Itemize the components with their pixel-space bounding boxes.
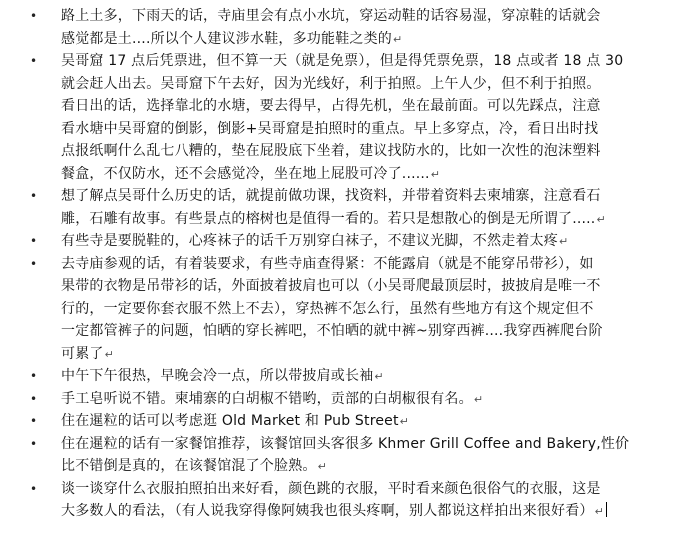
line-text: 手工皂听说不错。柬埔寨的白胡椒不错哟，贡部的白胡椒很有名。 <box>61 390 473 407</box>
paragraph-text[interactable] <box>61 185 671 230</box>
paragraph-mark-icon: ↵ <box>430 167 441 181</box>
line-text: 感觉都是土....所以个人建议涉水鞋，多功能鞋之类的 <box>61 30 392 47</box>
paragraph-text[interactable] <box>61 365 671 388</box>
paragraph-text[interactable] <box>61 410 671 433</box>
line-text: 有些寺是要脱鞋的，心疼袜子的话千万别穿白袜子，不建议光脚，不然走着太疼 <box>61 233 558 249</box>
paragraph-mark-icon: ↵ <box>399 415 410 428</box>
line-text: 路上土多，下雨天的话，寺庙里会有点小水坑，穿运动鞋的话容易湿，穿凉鞋的话就会 <box>61 8 601 24</box>
text-line[interactable] <box>61 455 671 478</box>
paragraph-text[interactable] <box>61 433 671 478</box>
line-text: 吴哥窟 17 点后凭票进，但不算一天（就是免票），但是得凭票免票，18 点或者 18 点 30 <box>61 53 624 69</box>
line-text: 餐盒，不仅防水，还不会感觉冷，坐在地上屁股可冷了...... <box>61 165 430 182</box>
line-text: 中午下午很热，早晚会冷一点，所以带披肩或长袖 <box>61 368 374 384</box>
text-line[interactable] <box>61 478 671 501</box>
paragraph-text[interactable] <box>61 50 671 185</box>
text-line[interactable] <box>61 95 671 118</box>
text-line[interactable] <box>61 253 671 276</box>
paragraph-mark-icon: ↵ <box>559 235 569 248</box>
text-line[interactable] <box>61 140 671 163</box>
text-line[interactable] <box>61 230 671 253</box>
line-text: 一定都管裤子的问题，怕晒的穿长裤吧，不怕晒的就中裤~别穿西裤....我穿西裤爬台阶 <box>61 323 603 339</box>
line-text: 住在暹粒的话有一家餐馆推荐，该餐馆回头客很多 Khmer Grill Coffee and Bakery,性价 <box>61 435 630 452</box>
list-bullet: • <box>30 369 38 383</box>
text-line[interactable] <box>61 298 671 321</box>
paragraph-mark-icon: ↵ <box>473 392 484 406</box>
text-cursor <box>606 502 607 517</box>
text-line[interactable] <box>61 343 671 366</box>
text-line[interactable] <box>61 50 671 73</box>
list-bullet: • <box>30 234 38 248</box>
line-text: 看水塘中吴哥窟的倒影，倒影+吴哥窟是拍照时的重点。早上多穿点，冷，看日出时找 <box>61 120 599 137</box>
text-line[interactable] <box>61 208 671 231</box>
line-text: 就会赶人出去。吴哥窟下午去好，因为光线好，利于拍照。上午人少，但不利于拍照。 <box>61 75 601 92</box>
line-text: 想了解点吴哥什么历史的话，就提前做功课，找资料，并带着资料去柬埔寨，注意看石 <box>61 188 601 204</box>
line-text: 谈一谈穿什么衣服拍照拍出来好看，颜色跳的衣服，平时看来颜色很俗气的衣服，这是 <box>61 480 601 497</box>
text-line[interactable] <box>61 73 671 96</box>
line-text: 大多数人的看法，（有人说我穿得像阿姨我也很头疼啊，别人都说这样拍出来很好看） <box>61 503 594 519</box>
paragraph-text[interactable] <box>61 253 671 366</box>
list-bullet: • <box>30 9 38 23</box>
list-bullet: • <box>30 481 38 496</box>
line-text: 雕，石雕有故事。有些景点的榕树也是值得一看的。若只是想散心的倒是无所谓了..... <box>61 210 596 227</box>
line-text: 住在暹粒的话可以考虑逛 Old Market 和 Pub Street <box>61 413 399 429</box>
list-bullet: • <box>30 414 38 428</box>
line-text: 比不错倒是真的，在该餐馆混了个脸熟。 <box>61 458 317 474</box>
line-text: 可累了 <box>61 345 104 362</box>
text-line[interactable] <box>61 163 671 186</box>
text-line[interactable] <box>61 5 671 28</box>
list-bullet: • <box>30 256 38 271</box>
paragraph-mark-icon: ↵ <box>374 370 384 383</box>
paragraph-mark-icon: ↵ <box>393 32 403 46</box>
text-line[interactable] <box>61 275 671 298</box>
text-line[interactable] <box>61 365 671 388</box>
line-text: 点报纸啊什么乱七八糟的，垫在屁股底下坐着，建议找防水的，比如一次性的泡沫塑料 <box>61 143 601 159</box>
paragraph-mark-icon: ↵ <box>317 460 328 473</box>
list-bullet: • <box>30 189 38 203</box>
paragraph-mark-icon: ↵ <box>596 212 606 226</box>
line-text: 看日出的话，选择靠北的水塘，要去得早，占得先机，坐在最前面。可以先踩点，注意 <box>61 98 601 114</box>
text-line[interactable] <box>61 410 671 433</box>
list-bullet: • <box>30 436 38 451</box>
list-bullet: • <box>30 54 38 68</box>
paragraph-text[interactable] <box>61 5 671 50</box>
text-line[interactable] <box>61 320 671 343</box>
text-line[interactable] <box>61 388 671 411</box>
line-text: 行的，一定要你套衣服不然上不去），穿热裤不怎么行，虽然有些地方有这个规定但不 <box>61 300 594 317</box>
paragraph-mark-icon: ↵ <box>104 347 115 361</box>
text-line[interactable] <box>61 118 671 141</box>
text-line[interactable] <box>61 433 671 456</box>
paragraph-mark-icon: ↵ <box>594 505 605 518</box>
line-text: 去寺庙参观的话，有着装要求，有些寺庙查得紧：不能露肩（就是不能穿吊带衫），如 <box>61 255 594 272</box>
paragraph-text[interactable] <box>61 230 671 253</box>
text-line[interactable] <box>61 500 671 523</box>
text-line[interactable] <box>61 185 671 208</box>
line-text: 果带的衣物是吊带衫的话，外面披着披肩也可以（小吴哥爬最顶层时，披披肩是唯一不 <box>61 278 601 294</box>
list-bullet: • <box>30 391 38 406</box>
paragraph-text[interactable] <box>61 388 671 411</box>
text-line[interactable] <box>61 28 671 51</box>
paragraph-text[interactable] <box>61 478 671 523</box>
